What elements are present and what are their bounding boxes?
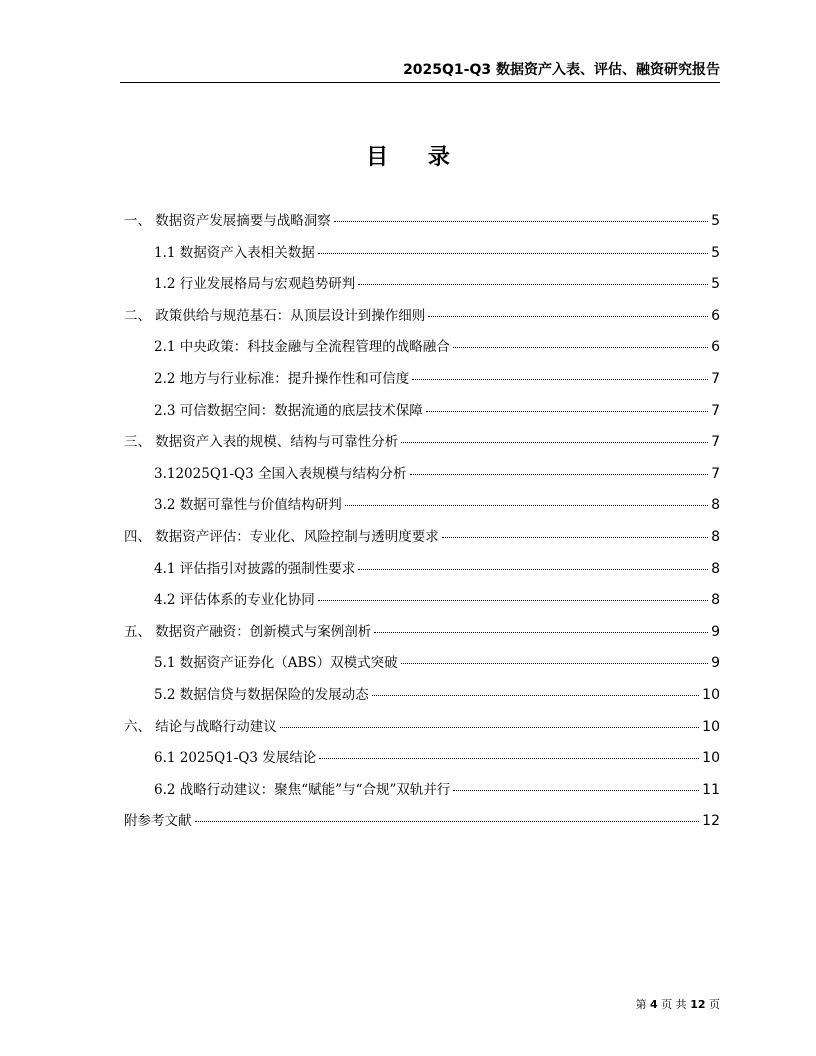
toc-dot-leader xyxy=(410,474,709,475)
toc-entry[interactable] xyxy=(124,430,720,462)
footer-current-page: 4 xyxy=(650,998,658,1011)
toc-entry[interactable] xyxy=(124,809,720,841)
toc-dot-leader xyxy=(374,632,708,633)
toc-entry[interactable] xyxy=(124,778,720,810)
toc-entry-label: 5.1 数据资产证券化（ABS）双模式突破 xyxy=(154,655,398,672)
toc-entry[interactable] xyxy=(124,241,720,273)
toc-entry-label: 3.2 数据可靠性与价值结构研判 xyxy=(154,497,342,514)
toc-dot-leader xyxy=(358,569,708,570)
toc-entry[interactable] xyxy=(124,493,720,525)
toc-entry[interactable] xyxy=(124,588,720,620)
header-rule xyxy=(120,82,720,83)
toc-dot-leader xyxy=(319,758,699,759)
page-footer xyxy=(636,996,720,1012)
toc-entry[interactable] xyxy=(124,620,720,652)
toc-dot-leader xyxy=(334,221,708,222)
toc-entry-label: 3.12025Q1-Q3 全国入表规模与结构分析 xyxy=(154,465,407,482)
page-title: 目 录 xyxy=(366,145,466,170)
toc-dot-leader xyxy=(428,316,708,317)
toc-entry-label: 二、 政策供给与规范基石：从顶层设计到操作细则 xyxy=(124,307,426,324)
toc-dot-leader xyxy=(412,379,708,380)
toc-entry-page: 10 xyxy=(702,718,720,735)
toc-entry[interactable] xyxy=(124,746,720,778)
toc-entry[interactable] xyxy=(124,399,720,431)
toc-dot-leader xyxy=(401,442,708,443)
toc-entry-label: 六、 结论与战略行动建议 xyxy=(124,718,277,735)
toc-dot-leader xyxy=(318,600,708,601)
toc-entry[interactable] xyxy=(124,557,720,589)
toc-dot-leader xyxy=(372,695,699,696)
toc-entry-page: 8 xyxy=(711,592,720,609)
toc-dot-leader xyxy=(453,347,708,348)
toc-dot-leader xyxy=(280,727,699,728)
toc-entry-page: 8 xyxy=(711,497,720,514)
toc-entry-label: 5.2 数据信贷与数据保险的发展动态 xyxy=(154,686,369,703)
toc-entry-page: 9 xyxy=(711,623,720,640)
toc-entry-page: 7 xyxy=(711,402,720,419)
running-header: 2025Q1-Q3 数据资产入表、评估、融资研究报告 xyxy=(403,62,720,78)
footer-middle: 页 共 xyxy=(661,998,687,1011)
toc-entry-label: 五、 数据资产融资：创新模式与案例剖析 xyxy=(124,623,372,640)
toc-entry-label: 1.2 行业发展格局与宏观趋势研判 xyxy=(154,276,356,293)
toc-entry[interactable] xyxy=(124,715,720,747)
table-of-contents xyxy=(124,209,720,841)
toc-entry-page: 7 xyxy=(711,465,720,482)
toc-entry-page: 12 xyxy=(702,813,720,830)
toc-entry-page: 8 xyxy=(711,528,720,545)
toc-entry-page: 8 xyxy=(711,560,720,577)
footer-total-pages: 12 xyxy=(690,998,706,1011)
toc-entry-label: 2.2 地方与行业标准：提升操作性和可信度 xyxy=(154,370,410,387)
toc-dot-leader xyxy=(195,821,700,822)
toc-entry-page: 5 xyxy=(711,213,720,229)
toc-entry[interactable] xyxy=(124,525,720,557)
toc-entry-label: 6.1 2025Q1-Q3 发展结论 xyxy=(154,750,317,767)
toc-dot-leader xyxy=(401,663,708,664)
toc-entry-page: 11 xyxy=(702,781,720,798)
toc-entry[interactable] xyxy=(124,683,720,715)
toc-entry-label: 三、 数据资产入表的规模、结构与可靠性分析 xyxy=(124,434,399,451)
toc-dot-leader xyxy=(453,790,699,791)
toc-entry-page: 5 xyxy=(711,244,720,261)
toc-entry[interactable] xyxy=(124,651,720,683)
footer-suffix: 页 xyxy=(709,998,720,1011)
toc-entry[interactable] xyxy=(124,462,720,494)
toc-entry-page: 6 xyxy=(711,307,720,324)
toc-entry-label: 4.1 评估指引对披露的强制性要求 xyxy=(154,560,356,577)
toc-entry[interactable] xyxy=(124,304,720,336)
toc-dot-leader xyxy=(318,253,708,254)
toc-entry-page: 7 xyxy=(711,434,720,451)
toc-entry[interactable] xyxy=(124,272,720,304)
toc-entry[interactable] xyxy=(124,209,720,241)
toc-entry-page: 10 xyxy=(702,750,720,767)
toc-entry-page: 6 xyxy=(711,339,720,356)
toc-entry[interactable] xyxy=(124,335,720,367)
toc-entry-label: 附参考文献 xyxy=(124,813,192,830)
toc-entry-label: 一、 数据资产发展摘要与战略洞察 xyxy=(124,213,331,229)
toc-entry-label: 2.3 可信数据空间：数据流通的底层技术保障 xyxy=(154,402,423,419)
toc-dot-leader xyxy=(426,411,708,412)
toc-dot-leader xyxy=(345,505,708,506)
toc-entry-label: 四、 数据资产评估：专业化、风险控制与透明度要求 xyxy=(124,528,439,545)
toc-entry-page: 7 xyxy=(711,370,720,387)
toc-dot-leader xyxy=(358,284,708,285)
toc-dot-leader xyxy=(442,537,708,538)
toc-entry-label: 2.1 中央政策：科技金融与全流程管理的战略融合 xyxy=(154,339,450,356)
toc-entry-label: 1.1 数据资产入表相关数据 xyxy=(154,244,315,261)
toc-entry-label: 4.2 评估体系的专业化协同 xyxy=(154,592,315,609)
footer-prefix: 第 xyxy=(635,998,647,1011)
toc-entry-page: 10 xyxy=(702,686,720,703)
toc-entry-page: 9 xyxy=(711,655,720,672)
toc-entry-page: 5 xyxy=(711,276,720,293)
toc-entry[interactable] xyxy=(124,367,720,399)
toc-entry-label: 6.2 战略行动建议：聚焦“赋能”与“合规”双轨并行 xyxy=(154,781,451,798)
